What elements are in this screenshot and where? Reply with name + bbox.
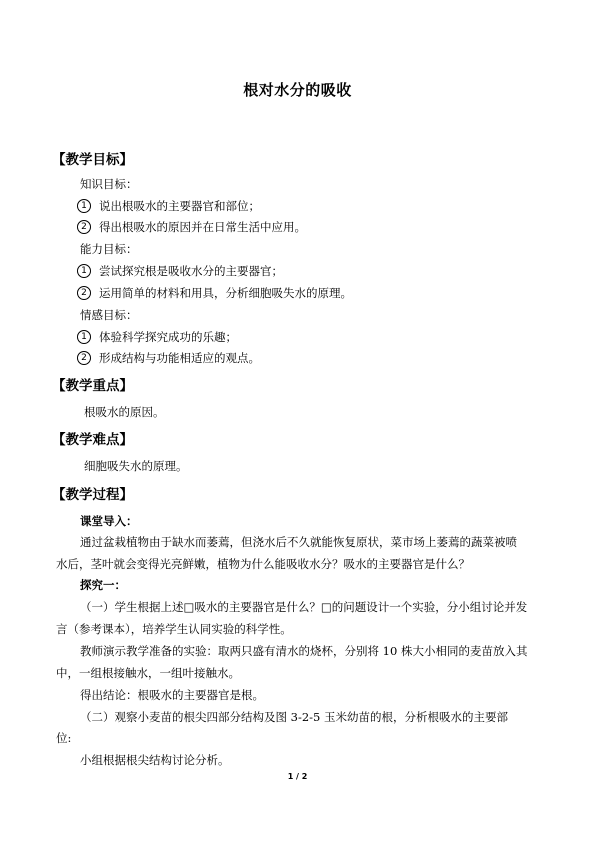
knowledge-item-text: 得出根吸水的原因并在日常生活中应用。 — [99, 220, 306, 234]
knowledge-label: 知识目标： — [80, 177, 138, 191]
circled-number: 1 — [77, 330, 91, 344]
knowledge-item-2 — [77, 219, 306, 235]
emotion-item-text: 体验科学探究成功的乐趣； — [99, 330, 237, 344]
explore-label: 探究一： — [80, 578, 126, 592]
intro-label: 课堂导入： — [80, 514, 138, 528]
paragraph-2-line-2: 中，一组根接触水，一组叶接触水。 — [56, 666, 240, 680]
paragraph-3: 得出结论：根吸水的主要器官是根。 — [80, 688, 264, 702]
section-heading-objectives: 【教学目标】 — [52, 152, 133, 168]
ability-label: 能力目标： — [80, 242, 138, 256]
ability-item-2 — [77, 285, 352, 301]
knowledge-item-text: 说出根吸水的主要器官和部位； — [99, 199, 260, 213]
paragraph-1-line-2: 言（参考课本），培养学生认同实验的科学性。 — [56, 622, 292, 636]
circled-number: 1 — [77, 264, 91, 278]
paragraph-2-line-1: 教师演示教学准备的实验：取两只盛有清水的烧杯，分别将 10 株大小相同的麦苗放入其 — [80, 644, 528, 658]
intro-paragraph-line-1: 通过盆栽植物由于缺水而萎蔫，但浇水后不久就能恢复原状，菜市场上萎蔫的蔬菜被喷 — [80, 535, 517, 549]
emotion-item-2 — [77, 350, 260, 366]
emotion-item-text: 形成结构与功能相适应的观点。 — [99, 351, 260, 365]
paragraph-1-line-1: （一）学生根据上述□吸水的主要器官是什么？□的问题设计一个实验，分小组讨论并发 — [80, 600, 528, 614]
ability-item-1 — [77, 263, 283, 279]
section-heading-process: 【教学过程】 — [52, 487, 133, 503]
page-number: 1 / 2 — [287, 772, 308, 781]
emotion-label: 情感目标： — [80, 308, 138, 322]
section-heading-key-points: 【教学重点】 — [52, 378, 133, 394]
intro-paragraph-line-2: 水后，茎叶就会变得光亮鲜嫩，植物为什么能吸收水分？吸水的主要器官是什么？ — [56, 557, 470, 571]
circled-number: 1 — [77, 199, 91, 213]
circled-number: 2 — [77, 220, 91, 234]
ability-item-text: 运用简单的材料和用具，分析细胞吸失水的原理。 — [99, 286, 352, 300]
paragraph-5: 小组根据根尖结构讨论分析。 — [80, 753, 230, 767]
paragraph-4-line-2: 位: — [56, 731, 72, 745]
paragraph-4-line-1: （二）观察小麦苗的根尖四部分结构及图 3-2-5 玉米幼苗的根，分析根吸水的主要部 — [80, 710, 509, 724]
section-heading-difficulties: 【教学难点】 — [52, 432, 133, 448]
emotion-item-1 — [77, 329, 237, 345]
ability-item-text: 尝试探究根是吸收水分的主要器官； — [99, 264, 283, 278]
page-title: 根对水分的吸收 — [243, 81, 352, 99]
circled-number: 2 — [77, 351, 91, 365]
knowledge-item-1 — [77, 198, 260, 214]
circled-number: 2 — [77, 286, 91, 300]
difficulties-text: 细胞吸失水的原理。 — [84, 459, 188, 473]
key-points-text: 根吸水的原因。 — [84, 405, 165, 419]
